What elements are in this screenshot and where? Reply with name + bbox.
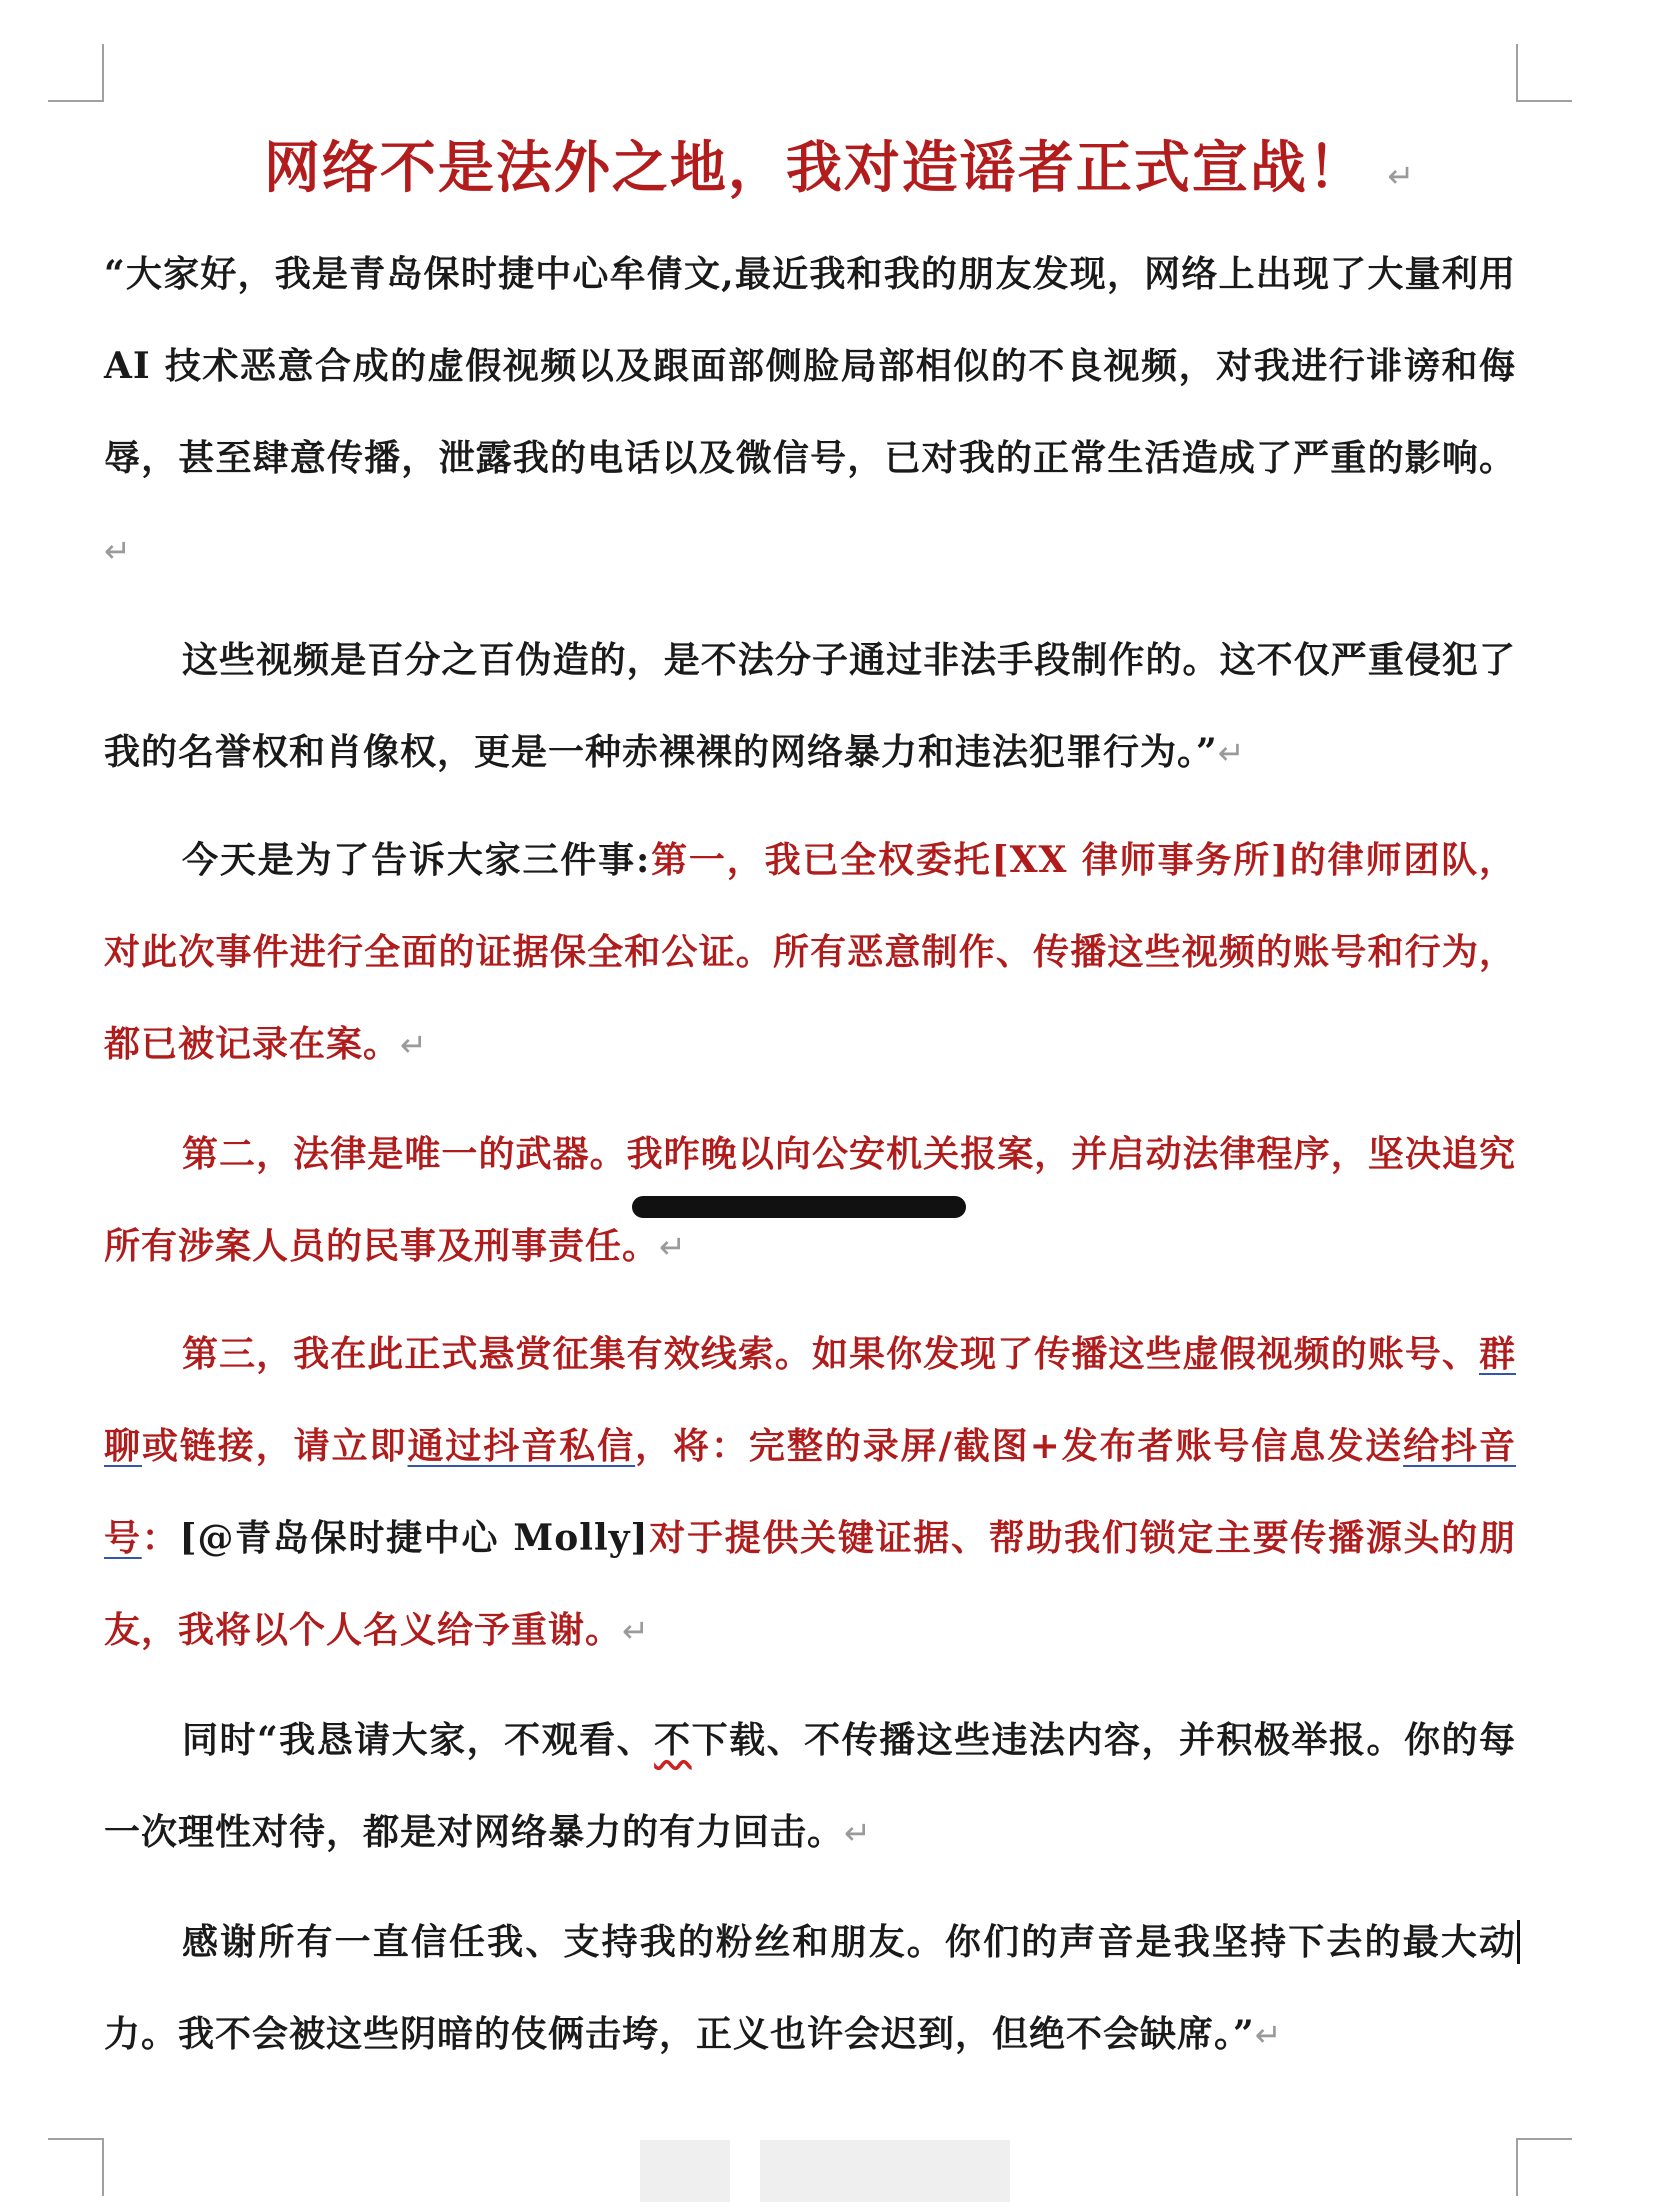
crop-mark-top-left-h: [48, 100, 104, 102]
paragraph-mark-icon: ↵: [659, 1228, 687, 1266]
third-point-text-a: 第三，我在此正式悬赏征集有效线索。如果你发现了传播这些虚假视频的账号、: [182, 1333, 1479, 1375]
crop-mark-top-left-v: [102, 44, 104, 102]
paragraph-forgery: [104, 614, 1516, 799]
crop-mark-bottom-left-v: [102, 2138, 104, 2196]
paragraph-third-point: [104, 1308, 1516, 1677]
link-group-chat[interactable]: 群聊: [104, 1333, 1516, 1467]
thanks-text: 感谢所有一直信任我、支持我的粉丝和朋友。你们的声音是我坚持下去的最大动力。我不会被这些阴暗的伎俩击垮，正义也许会迟到，但绝不会缺席。: [104, 1921, 1516, 2055]
paragraph-thanks: [104, 1896, 1516, 2081]
crop-mark-bottom-right-h: [1516, 2138, 1572, 2140]
intro-text: “大家好，我是青岛保时捷中心牟倩文,最近我和我的朋友发现，网络上出现了大量利用 AI 技术恶意合成的虚假视频以及跟面部侧脸局部相似的不良视频，对我进行诽谤和侮辱，甚至肆意传播，泄露我的电话以及微信号，已对我的正常生活造成了严重的影响。: [104, 253, 1516, 479]
third-point-text-c: 或链接，请立即: [141, 1425, 408, 1467]
paragraph-mark-icon: ↵: [844, 1814, 872, 1852]
paragraph-first-point: [104, 814, 1516, 1091]
spellcheck-word: 不: [654, 1719, 692, 1761]
text-cursor: [1517, 1920, 1520, 1964]
third-point-text-e: ，将：完整的录屏/截图+发布者账号信息发送: [635, 1425, 1404, 1467]
appeal-text-c: 下载、不传播这些违法内容，并积极举报。你的每一次理性对待，都是对网络暴力的有力回击。: [104, 1719, 1516, 1853]
first-point-text: 第一，我已全权委托[XX 律师事务所]的律师团队，对此次事件进行全面的证据保全和公证。所有恶意制作、传播这些视频的账号和行为，都已被记录在案。: [104, 839, 1516, 1065]
title-text: 网络不是法外之地，我对造谣者正式宣战！: [263, 135, 1366, 201]
paragraph-mark-icon: ↵: [104, 532, 132, 570]
third-point-text-g: ：: [141, 1517, 180, 1559]
watermark-block-left: [640, 2140, 730, 2202]
third-point-text-i: 对于提供关键证据、帮助我们锁定主要传播源头的朋友，我将以个人名义给予重谢。: [104, 1517, 1516, 1651]
paragraph-mark-icon: ↵: [400, 1026, 428, 1064]
paragraph-mark-icon: ↵: [622, 1612, 650, 1650]
crop-mark-top-right-h: [1516, 100, 1572, 102]
crop-mark-top-right-v: [1516, 44, 1518, 102]
account-handle: [@青岛保时捷中心 Molly]: [179, 1517, 649, 1559]
forgery-text: 这些视频是百分之百伪造的，是不法分子通过非法手段制作的。这不仅严重侵犯了我的名誉权和肖像权，更是一种赤裸裸的网络暴力和违法犯罪行为。”: [104, 639, 1516, 773]
watermark-block-right: [760, 2140, 1010, 2202]
redaction-bar: [632, 1196, 966, 1218]
second-point-text: 第二，法律是唯一的武器。我昨晚以向公安机关报案，并启动法律程序，坚决追究所有涉案人员的民事及刑事责任。: [104, 1133, 1516, 1267]
paragraph-appeal: [104, 1694, 1516, 1879]
first-lead-text: 今天是为了告诉大家三件事:: [182, 839, 651, 881]
crop-mark-bottom-right-v: [1516, 2138, 1518, 2196]
link-douyin-account[interactable]: 给抖音号: [104, 1425, 1516, 1559]
paragraph-mark-icon: ↵: [1387, 157, 1417, 195]
paragraph-mark-icon: ↵: [1217, 734, 1246, 772]
paragraph-mark-icon: ↵: [1254, 2016, 1283, 2054]
crop-mark-bottom-left-h: [48, 2138, 104, 2140]
appeal-text-a: 同时“我恳请大家，不观看、: [182, 1719, 655, 1761]
thanks-closing-quote: ”: [1233, 2013, 1255, 2055]
link-douyin-dm[interactable]: 通过抖音私信: [407, 1425, 636, 1467]
document-title: [0, 132, 1680, 212]
paragraph-intro: [104, 228, 1516, 597]
